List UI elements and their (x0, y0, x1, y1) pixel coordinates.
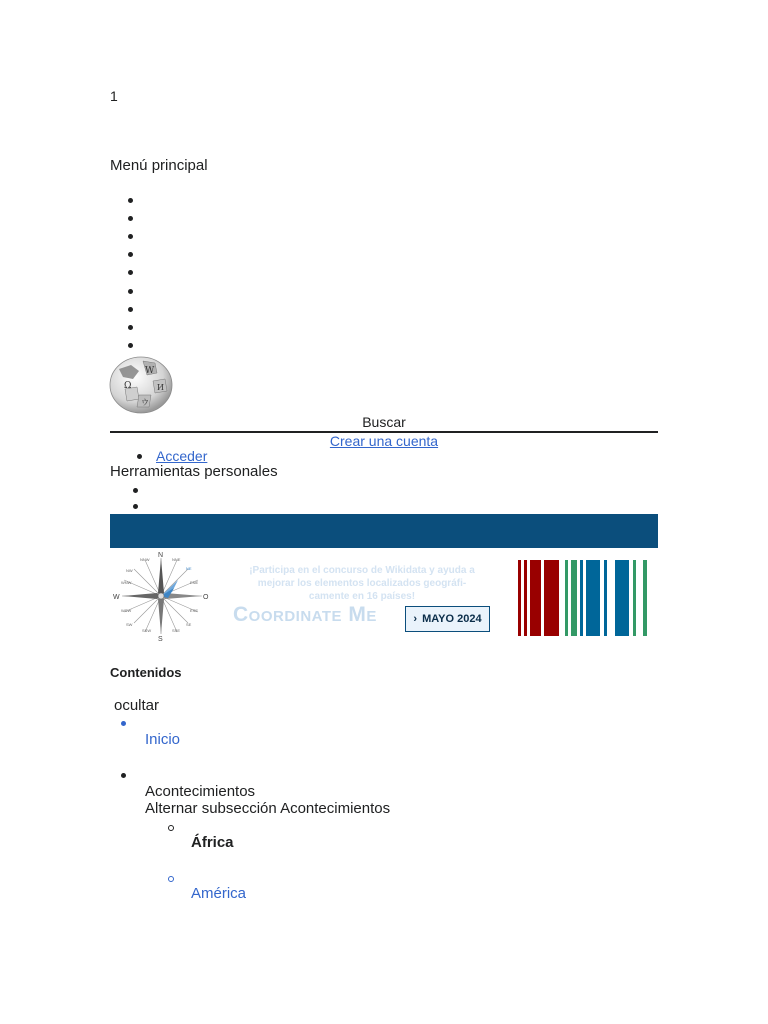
compass-label: ESE (190, 608, 199, 613)
toc-subitem-america[interactable]: América (191, 885, 247, 902)
compass-label: WSW (121, 608, 132, 613)
banner-headline: Coordinate Me (233, 603, 377, 626)
compass-label: NNE (172, 557, 181, 562)
personal-tools-title: Herramientas personales (110, 463, 278, 480)
compass-rose-icon (112, 550, 212, 642)
banner-month-button[interactable] (405, 606, 490, 632)
main-menu-item[interactable] (128, 343, 133, 348)
search-label[interactable]: Buscar (362, 414, 406, 430)
compass-label: N (158, 552, 164, 559)
compass-label: SSW (142, 628, 152, 633)
svg-text:И: И (157, 383, 164, 392)
banner-month-label: MAYO 2024 (422, 613, 482, 625)
toc-sub-bullet (168, 876, 174, 882)
compass-label: W (113, 594, 120, 601)
chevron-right-icon: › (413, 613, 418, 625)
compass-label: SSE (172, 628, 181, 633)
main-menu-item[interactable] (128, 325, 133, 330)
svg-text:ウ: ウ (141, 398, 149, 407)
main-menu-item[interactable] (128, 289, 133, 294)
create-account-link[interactable]: Crear una cuenta (329, 433, 439, 449)
login-bullet (137, 454, 142, 459)
wikipedia-logo[interactable] (109, 355, 175, 415)
main-menu-item[interactable] (128, 234, 133, 239)
compass-label: O (203, 594, 209, 601)
toc-bullet (121, 721, 126, 726)
wikidata-barcode-logo (518, 560, 650, 636)
login-link[interactable]: Acceder (156, 448, 208, 464)
compass-label: NE (186, 566, 192, 571)
banner-header-bar (110, 514, 658, 548)
main-menu-item[interactable] (128, 198, 133, 203)
toc-hide-button[interactable]: ocultar (114, 697, 160, 714)
toc-subitem-africa[interactable]: África (191, 834, 234, 851)
page-number: 1 (110, 88, 118, 104)
compass-label: SE (186, 622, 192, 627)
banner-message: ¡Participa en el concurso de Wikidata y ayuda a mejorar los elementos localizados geográfi- camente en 16 países! (249, 565, 475, 602)
compass-label: NNW (140, 557, 150, 562)
main-menu-item[interactable] (128, 307, 133, 312)
toc-title: Contenidos (110, 665, 182, 680)
toc-sub-bullet (168, 825, 174, 831)
svg-text:Ω: Ω (124, 381, 132, 391)
main-menu-item[interactable] (128, 270, 133, 275)
compass-label: SW (126, 622, 133, 627)
main-menu-title: Menú principal (110, 157, 208, 174)
svg-text:W: W (145, 366, 155, 376)
compass-label: WNW (121, 580, 132, 585)
main-menu-item[interactable] (128, 252, 133, 257)
toc-subsection-toggle[interactable]: Alternar subsección Acontecimientos (145, 800, 391, 817)
compass-label: ENE (190, 580, 199, 585)
personal-tools-item[interactable] (133, 504, 138, 509)
compass-label: S (158, 636, 163, 642)
personal-tools-item[interactable] (133, 488, 138, 493)
main-menu-item[interactable] (128, 216, 133, 221)
toc-item-acontecimientos[interactable]: Acontecimientos (145, 783, 256, 800)
toc-bullet (121, 773, 126, 778)
toc-item-inicio[interactable]: Inicio (145, 731, 181, 748)
compass-label: NW (126, 568, 133, 573)
